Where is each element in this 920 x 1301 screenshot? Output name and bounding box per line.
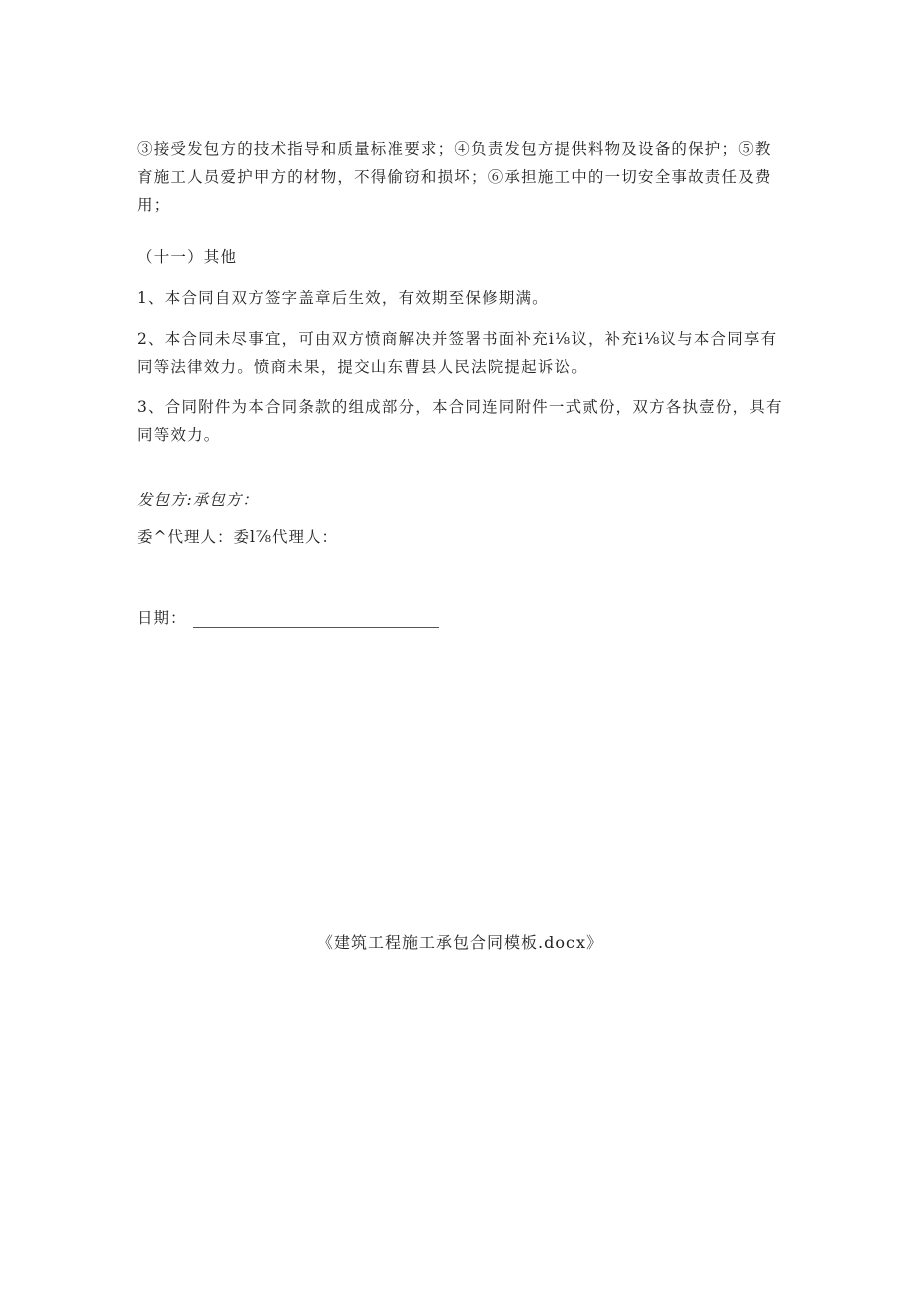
date-blank-line xyxy=(193,609,439,628)
clause-responsibilities: ③接受发包方的技术指导和质量标准要求；④负责发包方提供料物及设备的保护；⑤教育施工人员爱护甲方的材物，不得偷窃和损坏；⑥承担施工中的一切安全事故责任及费用； xyxy=(137,140,772,214)
document-footer-title: 《建筑工程施工承包合同模板.docx》 xyxy=(317,933,603,952)
signature-agents: 委^代理人：委l⅞代理人： xyxy=(137,528,338,546)
section-heading-other: （十一）其他 xyxy=(137,248,238,266)
date-label: 日期： xyxy=(137,609,187,627)
clause-1: 1、本合同自双方签字盖章后生效，有效期至保修期满。 xyxy=(137,289,549,307)
date-row xyxy=(137,606,439,628)
signature-parties: 发包方:承包方： xyxy=(137,491,259,509)
clause-3: 3、合同附件为本合同条款的组成部分，本合同连同附件一式贰份，双方各执壹份，具有同等效力。 xyxy=(137,398,783,444)
clause-2: 2、本合同未尽事宜，可由双方愤商解决并签署书面补充i⅛议，补充i⅛议与本合同享有同等法律效力。愤商未果，提交山东曹县人民法院提起诉讼。 xyxy=(137,330,778,376)
